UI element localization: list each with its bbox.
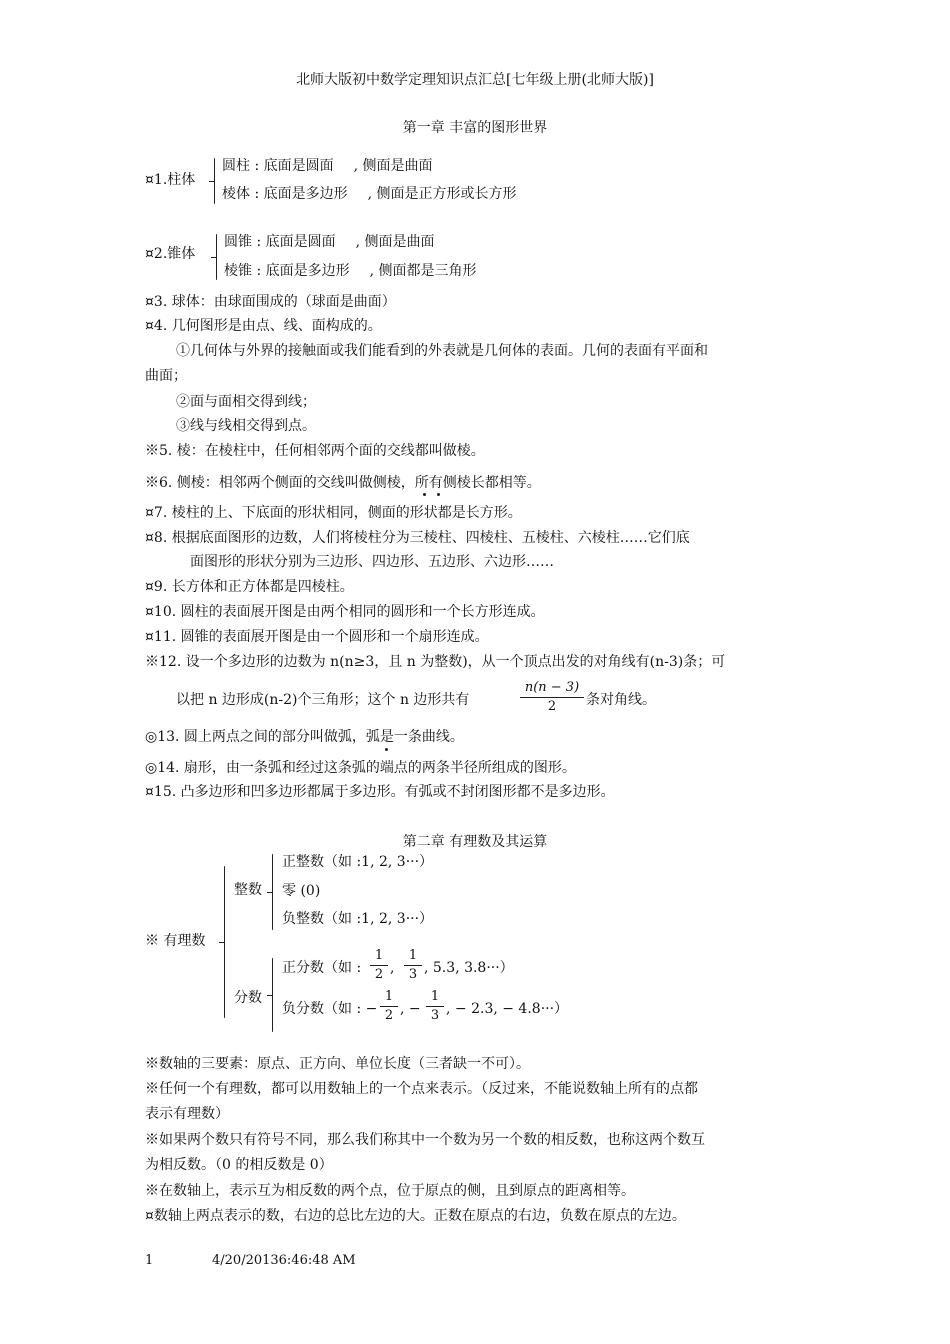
emphasis-dot	[437, 493, 440, 496]
item-2-row-2: 棱锥 : 底面是多边形 , 侧面都是三角形	[224, 263, 477, 279]
brace	[216, 234, 217, 280]
item-1-row-1: 圆柱 : 底面是圆面 , 侧面是曲面	[222, 158, 433, 174]
negative-fraction-middle: , −	[400, 1001, 421, 1017]
item-2-marker: ¤2.锥体	[145, 246, 196, 262]
item-6: ※6. 侧棱：相邻两个侧面的交线叫做侧棱，所有侧棱长都相等。	[145, 475, 541, 491]
chapter-1-heading: 第一章 丰富的图形世界	[402, 120, 548, 136]
paragraph-opposite-numbers: ※如果两个数只有符号不同，那么我们称其中一个数为另一个数的相反数，也称这两个数互	[145, 1132, 705, 1148]
item-5: ※5. 棱：在棱柱中，任何相邻两个面的交线都叫做棱。	[145, 443, 485, 459]
item-15: ¤15. 凸多边形和凹多边形都属于多边形。有弧或不封闭图形都不是多边形。	[145, 784, 615, 800]
item-4-point-3: ③线与线相交得到点。	[176, 418, 316, 434]
item-8: ¤8. 根据底面图形的边数，人们将棱柱分为三棱柱、四棱柱、五棱柱、六棱柱……它们底	[145, 530, 690, 546]
emphasis-dot	[385, 748, 388, 751]
item-12: ※12. 设一个多边形的边数为 n(n≥3，且 n 为整数)，从一个顶点出发的对角线有(n-3)条；可	[145, 654, 726, 670]
item-4: ¤4. 几何图形是由点、线、面构成的。	[145, 318, 382, 334]
brace	[272, 854, 273, 930]
integer-label: 整数	[234, 882, 262, 898]
item-9: ¤9. 长方体和正方体都是四棱柱。	[145, 579, 354, 595]
item-4-point-2: ②面与面相交得到线；	[176, 394, 316, 410]
positive-integer: 正整数（如 :1, 2, 3···）	[282, 854, 434, 870]
paragraph-rational-points: ※任何一个有理数，都可以用数轴上的一个点来表示。（反过来，不能说数轴上所有的点都	[145, 1081, 698, 1097]
paragraph-rational-points-cont: 表示有理数）	[145, 1106, 229, 1122]
fraction-one-third: 1 3	[404, 948, 422, 983]
diagonal-count-fraction	[520, 680, 584, 715]
fraction-label: 分数	[234, 990, 262, 1006]
paragraph-number-order: ¤数轴上两点表示的数，右边的总比左边的大。正数在原点的右边，负数在原点的左边。	[145, 1208, 686, 1224]
zero: 零 (0)	[282, 883, 321, 899]
fraction-numerator: n(n − 3)	[524, 680, 580, 695]
item-10: ¤10. 圆柱的表面展开图是由两个相同的圆形和一个长方形连成。	[145, 604, 545, 620]
paragraph-number-line-elements: ※数轴的三要素：原点、正方向、单位长度（三者缺一不可）。	[145, 1056, 530, 1072]
item-12-cont: 以把 n 边形成(n-2)个三角形；这个 n 边形共有	[176, 692, 470, 708]
fraction-one-half: 1 2	[380, 989, 398, 1024]
fraction-one-half: 1 2	[370, 948, 388, 983]
item-3: ¤3. 球体：由球面围成的（球面是曲面）	[145, 294, 396, 310]
brace	[272, 958, 273, 1032]
print-timestamp: 4/20/20136:46:48 AM	[212, 1253, 356, 1268]
page-number: 1	[145, 1253, 154, 1268]
negative-fraction-suffix: , − 2.3, − 4.8···）	[446, 1001, 569, 1017]
item-2-row-1: 圆锥 : 底面是圆面 , 侧面是曲面	[224, 234, 435, 250]
item-1-row-2: 棱体 : 底面是多边形 , 侧面是正方形或长方形	[222, 186, 517, 202]
rational-number-label: ※ 有理数	[145, 933, 206, 949]
paragraph-opposite-numbers-cont: 为相反数。（0 的相反数是 0）	[145, 1157, 333, 1173]
item-4-point-1: ①几何体与外界的接触面或我们能看到的外表就是几何体的表面。几何的表面有平面和	[176, 343, 708, 359]
positive-fraction-suffix: , 5.3, 3.8···）	[424, 960, 514, 976]
comma: ,	[390, 960, 395, 976]
item-4-point-1-cont: 曲面；	[145, 368, 187, 384]
item-12-end: 条对角线。	[586, 692, 656, 708]
paragraph-opposite-points: ※在数轴上，表示互为相反数的两个点，位于原点的侧，且到原点的距离相等。	[145, 1183, 635, 1199]
brace	[224, 866, 225, 1018]
item-14: ◎14. 扇形，由一条弧和经过这条弧的端点的两条半径所组成的图形。	[145, 760, 576, 776]
fraction-one-third: 1 3	[426, 989, 444, 1024]
fraction-denominator: 2	[547, 699, 557, 714]
item-13: ◎13. 圆上两点之间的部分叫做弧，弧是一条曲线。	[145, 729, 464, 745]
negative-integer: 负整数（如 :1, 2, 3···）	[282, 911, 434, 927]
item-11: ¤11. 圆锥的表面展开图是由一个圆形和一个扇形连成。	[145, 629, 489, 645]
document-title: 北师大版初中数学定理知识点汇总[七年级上册(北师大版)]	[296, 72, 654, 88]
item-8-cont: 面图形的形状分别为三边形、四边形、五边形、六边形……	[190, 554, 554, 570]
chapter-2-heading: 第二章 有理数及其运算	[402, 834, 548, 850]
item-1-marker: ¤1.柱体	[145, 172, 196, 188]
positive-fraction-prefix: 正分数（如 :	[282, 960, 362, 976]
emphasis-dot	[423, 493, 426, 496]
negative-fraction-prefix: 负分数（如 : −	[282, 1001, 378, 1017]
brace	[214, 158, 215, 204]
item-7: ¤7. 棱柱的上、下底面的形状相同，侧面的形状都是长方形。	[145, 505, 522, 521]
